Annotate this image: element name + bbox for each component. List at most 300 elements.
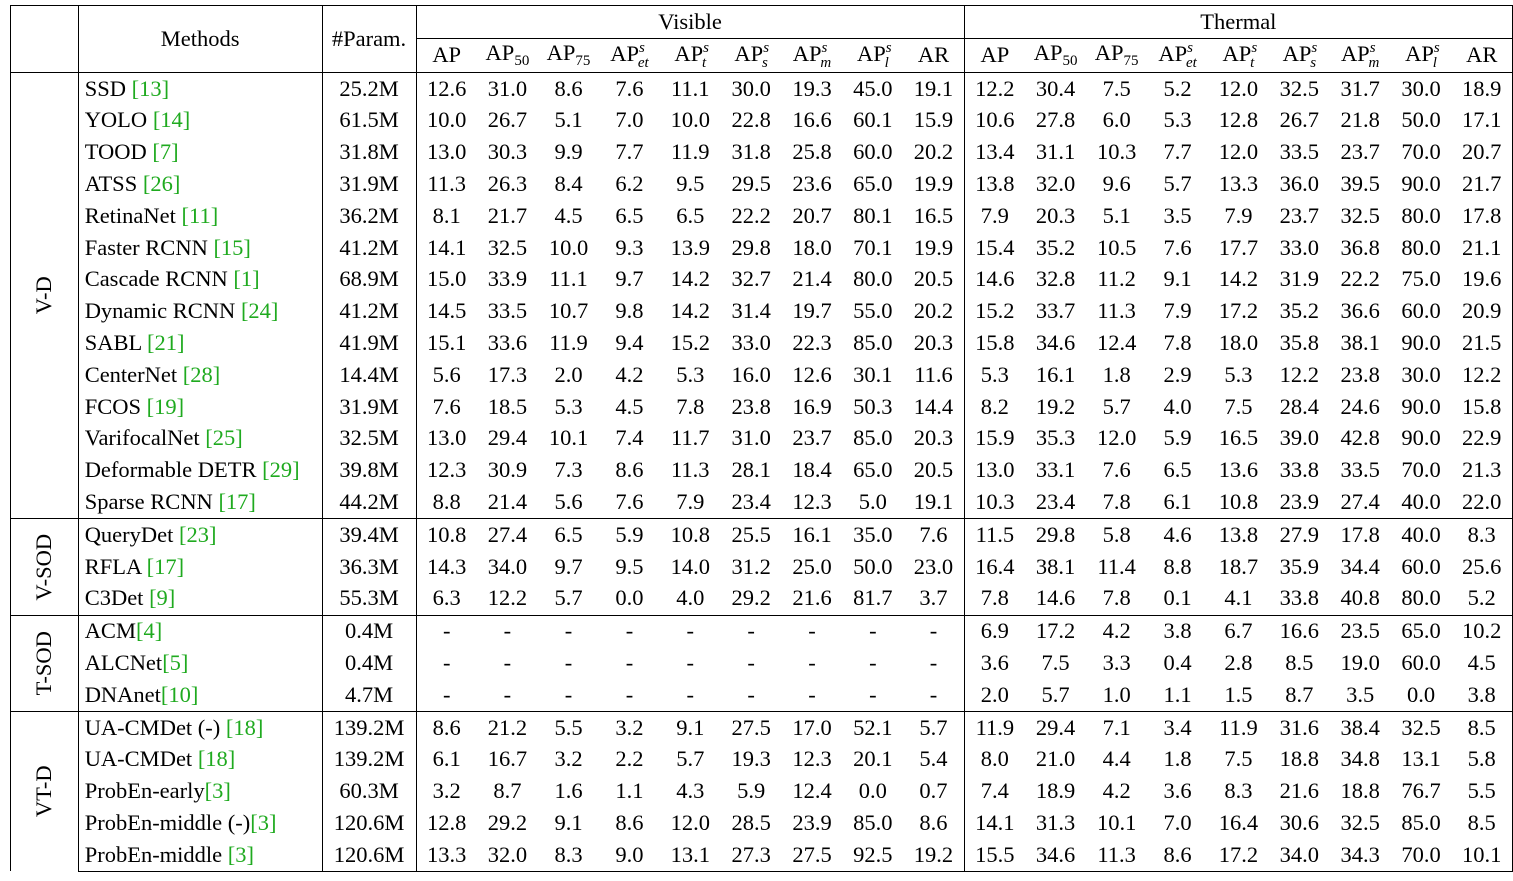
visible-value: - xyxy=(416,679,477,711)
thermal-value: 22.0 xyxy=(1451,486,1512,518)
visible-value: 18.5 xyxy=(487,393,528,419)
visible-value: 13.0 xyxy=(416,423,477,455)
citation-link[interactable]: [3] xyxy=(250,809,277,835)
thermal-value: 22.2 xyxy=(1340,266,1380,292)
thermal-value: 60.0 xyxy=(1401,298,1441,324)
citation-link[interactable]: [13] xyxy=(131,75,170,101)
thermal-value: 90.0 xyxy=(1401,425,1441,451)
method-name xyxy=(78,615,322,647)
visible-value: 14.2 xyxy=(670,266,710,292)
method-name xyxy=(78,73,322,105)
visible-value: 7.6 xyxy=(615,489,644,514)
visible-value: 7.8 xyxy=(676,393,705,419)
metric-sub: m xyxy=(1368,54,1380,71)
metric-sub: t xyxy=(1250,54,1255,71)
visible-value: 3.7 xyxy=(919,585,948,611)
visible-value: 8.8 xyxy=(416,486,477,518)
visible-value: 14.3 xyxy=(416,551,477,583)
method-label: RetinaNet xyxy=(84,202,182,228)
thermal-value: 13.8 xyxy=(964,168,1025,200)
table-row xyxy=(11,711,1513,743)
visible-value: - xyxy=(503,649,512,675)
citation-link[interactable]: [10] xyxy=(160,681,199,707)
visible-value: 23.7 xyxy=(792,425,832,451)
thermal-value: 34.3 xyxy=(1330,839,1391,871)
thermal-value: 23.5 xyxy=(1330,615,1391,647)
thermal-value: 7.8 xyxy=(1163,330,1192,356)
param-count: 14.4M xyxy=(322,359,416,391)
citation-link[interactable]: [29] xyxy=(262,457,300,483)
visible-value: 29.2 xyxy=(731,585,771,611)
thermal-value: 4.5 xyxy=(1451,647,1512,679)
citation-link[interactable]: [11] xyxy=(181,202,219,228)
citation-link[interactable]: [21] xyxy=(147,330,185,356)
visible-value: - xyxy=(686,681,695,707)
thermal-value: 13.3 xyxy=(1218,171,1259,197)
metric-base: AP xyxy=(674,40,704,66)
visible-value: - xyxy=(721,615,782,647)
method-label: Cascade RCNN xyxy=(84,266,234,292)
visible-value: 4.2 xyxy=(615,361,644,387)
method-name xyxy=(78,264,322,296)
thermal-value: 70.0 xyxy=(1401,457,1441,483)
method-name xyxy=(78,807,322,839)
method-name xyxy=(78,359,322,391)
citation-link[interactable]: [23] xyxy=(179,521,217,547)
visible-value: 32.0 xyxy=(477,839,538,871)
visible-value: 8.4 xyxy=(554,171,583,197)
metric-base: AP xyxy=(1158,40,1188,66)
thermal-value: 33.5 xyxy=(1279,139,1319,165)
visible-value: 12.2 xyxy=(487,585,528,611)
thermal-value: 15.8 xyxy=(1451,391,1512,423)
thermal-value: 10.3 xyxy=(1096,139,1137,165)
thermal-value: 3.3 xyxy=(1102,649,1131,675)
visible-value: 10.0 xyxy=(416,105,477,137)
visible-value: 9.0 xyxy=(599,839,660,871)
visible-value: 20.7 xyxy=(792,202,832,228)
visible-value: 9.9 xyxy=(554,139,583,165)
visible-value: 25.5 xyxy=(721,519,782,551)
metric-sup: s xyxy=(1433,39,1440,56)
visible-value: 12.8 xyxy=(416,807,477,839)
thermal-value: 7.8 xyxy=(964,583,1025,615)
thermal-value: 10.6 xyxy=(964,105,1025,137)
thermal-value: 42.8 xyxy=(1340,425,1380,451)
visible-value: 13.0 xyxy=(416,137,477,169)
thermal-value: 11.3 xyxy=(1097,298,1136,324)
visible-value: 23.4 xyxy=(731,489,771,514)
thermal-value: 0.4 xyxy=(1163,649,1192,675)
visible-value: 5.7 xyxy=(676,746,705,772)
thermal-value: 7.5 xyxy=(1224,746,1253,772)
param-count: 36.2M xyxy=(322,200,416,232)
visible-value: - xyxy=(625,681,634,707)
visible-value: 20.5 xyxy=(913,266,954,292)
table-row xyxy=(11,647,1513,679)
visible-value: 12.3 xyxy=(416,455,477,487)
method-label: Faster RCNN xyxy=(84,234,214,260)
thermal-value: 60.0 xyxy=(1401,649,1441,675)
citation-link[interactable]: [17] xyxy=(146,553,185,579)
method-label: SABL xyxy=(84,330,147,356)
thermal-value: 13.0 xyxy=(964,455,1025,487)
citation-link[interactable]: [3] xyxy=(227,841,255,867)
thermal-value: 7.0 xyxy=(1163,809,1192,835)
thermal-value: 3.6 xyxy=(964,647,1025,679)
thermal-value: 0.0 xyxy=(1406,681,1436,707)
thermal-value: 4.2 xyxy=(1102,778,1131,804)
group-label-text: T-SOD xyxy=(31,631,57,696)
method-label: DNAnet xyxy=(84,681,161,707)
thermal-value: 7.4 xyxy=(964,776,1025,808)
thermal-value: 33.8 xyxy=(1279,585,1319,611)
visible-value: 31.4 xyxy=(731,298,771,324)
visible-value: - xyxy=(747,649,755,675)
thermal-value: 12.0 xyxy=(1208,73,1269,105)
param-count: 36.3M xyxy=(322,551,416,583)
citation-link[interactable]: [26] xyxy=(142,171,181,197)
visible-value: 15.2 xyxy=(670,330,710,356)
citation-link[interactable]: [18] xyxy=(225,714,264,740)
thermal-value: 11.9 xyxy=(1208,711,1269,743)
visible-value: 9.1 xyxy=(554,809,583,835)
visible-value: - xyxy=(808,649,816,675)
thermal-value: 1.8 xyxy=(1163,746,1192,772)
thermal-value: 18.9 xyxy=(1035,778,1076,804)
visible-metric-1 xyxy=(477,39,538,73)
citation-link[interactable]: [24] xyxy=(240,298,279,324)
visible-value: 19.9 xyxy=(913,171,954,197)
visible-value: 21.7 xyxy=(487,202,528,228)
group-v-sod xyxy=(11,519,1513,615)
thermal-metric-6 xyxy=(1330,39,1391,73)
visible-value: 16.5 xyxy=(913,202,954,228)
thermal-value: 4.2 xyxy=(1086,615,1147,647)
thermal-value: 5.3 xyxy=(1163,107,1192,133)
visible-value: 8.1 xyxy=(416,200,477,232)
visible-value: 5.7 xyxy=(554,585,583,611)
metric-sub: l xyxy=(884,54,889,71)
thermal-value: 38.4 xyxy=(1330,711,1391,743)
visible-value: 14.5 xyxy=(416,296,477,328)
thermal-value: 17.8 xyxy=(1330,519,1391,551)
thermal-value: 6.5 xyxy=(1163,457,1192,483)
visible-value: 11.1 xyxy=(549,266,588,292)
table-row xyxy=(11,359,1513,391)
visible-value: 29.4 xyxy=(487,425,528,451)
visible-value: 19.3 xyxy=(731,746,771,772)
visible-value: - xyxy=(686,649,695,675)
thermal-value: 32.8 xyxy=(1035,266,1076,292)
visible-value: 20.3 xyxy=(913,425,954,451)
param-count: 44.2M xyxy=(322,486,416,518)
metric-sub: et xyxy=(1186,54,1197,71)
thermal-value: 40.0 xyxy=(1401,489,1441,514)
citation-link[interactable]: [1] xyxy=(233,266,260,292)
method-label: ATSS xyxy=(84,171,143,197)
thermal-value: 23.8 xyxy=(1340,361,1380,387)
metric-base: AP xyxy=(792,40,822,66)
visible-value: 60.1 xyxy=(853,107,893,133)
param-count: 41.2M xyxy=(322,232,416,264)
method-name xyxy=(78,137,322,169)
visible-value: 33.0 xyxy=(731,330,771,356)
metric-sub: s xyxy=(762,54,768,71)
thermal-value: 4.6 xyxy=(1147,519,1208,551)
thermal-value: 85.0 xyxy=(1401,809,1441,835)
visible-value: 12.0 xyxy=(670,809,710,835)
visible-value: 7.6 xyxy=(599,73,660,105)
citation-link[interactable]: [25] xyxy=(205,425,243,451)
visible-value: 23.8 xyxy=(731,393,771,419)
visible-value: 22.2 xyxy=(731,202,771,228)
thermal-value: 3.8 xyxy=(1451,679,1512,711)
thermal-value: 28.4 xyxy=(1279,393,1319,419)
metric-base: AR xyxy=(1466,42,1498,68)
thermal-value: 10.1 xyxy=(1096,809,1137,835)
metric-sub: s xyxy=(1310,54,1317,71)
metric-sub: l xyxy=(1432,54,1437,71)
citation-link[interactable]: [9] xyxy=(149,585,176,611)
thermal-value: 29.4 xyxy=(1025,711,1086,743)
thermal-value: 70.0 xyxy=(1391,839,1452,871)
visible-value: 70.1 xyxy=(853,234,893,260)
citation-link[interactable]: [17] xyxy=(218,489,256,514)
thermal-value: 13.1 xyxy=(1401,746,1441,772)
visible-value: 85.0 xyxy=(853,425,893,451)
metric-sup: s xyxy=(703,39,709,56)
thermal-value: 33.5 xyxy=(1340,457,1380,483)
results-table-container xyxy=(10,5,1513,872)
method-name xyxy=(78,776,322,808)
citation-link[interactable]: [3] xyxy=(204,778,231,804)
metric-sub: 50 xyxy=(1062,53,1078,69)
visible-value: - xyxy=(416,647,477,679)
thermal-value: 2.9 xyxy=(1163,361,1192,387)
method-label: RFLA xyxy=(84,553,147,579)
thermal-value: 3.4 xyxy=(1147,711,1208,743)
thermal-value: 11.3 xyxy=(1086,839,1147,871)
metric-base: AP xyxy=(1282,40,1312,66)
metric-sup: s xyxy=(821,39,828,56)
thermal-value: 17.2 xyxy=(1218,298,1259,324)
thermal-metric-3 xyxy=(1147,39,1208,73)
citation-link[interactable]: [5] xyxy=(162,649,189,675)
method-label: ProbEn-middle (-) xyxy=(84,809,251,835)
thermal-value: 90.0 xyxy=(1401,171,1441,197)
citation-link[interactable]: [4] xyxy=(135,618,163,644)
visible-value: 19.7 xyxy=(792,298,832,324)
thermal-value: 7.6 xyxy=(1102,457,1131,483)
group-header-empty xyxy=(11,6,79,73)
visible-value: 29.8 xyxy=(731,234,771,260)
param-count: 0.4M xyxy=(322,615,416,647)
visible-value: 2.0 xyxy=(554,361,583,387)
visible-value: 5.9 xyxy=(737,778,766,804)
metric-base: AP xyxy=(980,42,1010,68)
group-label xyxy=(11,519,79,615)
visible-value: 1.1 xyxy=(615,778,644,804)
param-count: 139.2M xyxy=(322,744,416,776)
thermal-value: 15.2 xyxy=(964,296,1025,328)
group-label-text: V-SOD xyxy=(31,533,57,601)
param-count: 55.3M xyxy=(322,583,416,615)
thermal-value: 80.0 xyxy=(1401,585,1441,611)
thermal-value: 26.7 xyxy=(1279,107,1319,133)
visible-metric-3 xyxy=(599,39,660,73)
visible-value: - xyxy=(929,681,938,707)
thermal-value: 11.2 xyxy=(1097,266,1136,292)
thermal-value: 90.0 xyxy=(1401,393,1441,419)
thermal-metric-4 xyxy=(1208,39,1269,73)
visible-value: - xyxy=(503,681,512,707)
citation-link[interactable]: [14] xyxy=(152,107,191,133)
thermal-value: 35.2 xyxy=(1035,234,1076,260)
visible-value: 80.1 xyxy=(853,202,893,228)
thermal-value: 12.2 xyxy=(964,73,1025,105)
method-label: VarifocalNet xyxy=(84,425,206,451)
thermal-value: 5.7 xyxy=(1102,393,1131,419)
thermal-value: 21.6 xyxy=(1279,778,1319,804)
method-name xyxy=(78,455,322,487)
citation-link[interactable]: [15] xyxy=(213,234,251,260)
group-label-text: VT-D xyxy=(31,765,57,818)
visible-value: 14.4 xyxy=(913,393,954,419)
table-row xyxy=(11,455,1513,487)
thermal-value: 14.1 xyxy=(964,807,1025,839)
param-count: 120.6M xyxy=(322,839,416,871)
table-row xyxy=(11,776,1513,808)
param-count: 31.8M xyxy=(322,137,416,169)
thermal-value: 3.5 xyxy=(1346,681,1375,707)
thermal-value: 23.7 xyxy=(1340,139,1380,165)
citation-link[interactable]: [18] xyxy=(197,746,236,772)
thermal-value: 21.8 xyxy=(1340,107,1380,133)
thermal-value: 23.7 xyxy=(1279,202,1319,228)
visible-value: 65.0 xyxy=(853,457,893,483)
visible-value: 31.8 xyxy=(731,139,771,165)
visible-value: 31.0 xyxy=(477,73,538,105)
visible-value: 7.0 xyxy=(615,107,644,133)
metric-sub: et xyxy=(637,54,649,71)
thermal-value: 29.8 xyxy=(1025,519,1086,551)
visible-value: 25.0 xyxy=(792,553,832,579)
visible-value: - xyxy=(869,649,877,675)
visible-value: 32.7 xyxy=(731,266,771,292)
method-label: ProbEn-early xyxy=(84,778,205,804)
visible-value: 3.2 xyxy=(599,711,660,743)
thermal-value: 21.0 xyxy=(1035,746,1076,772)
thermal-value: 11.9 xyxy=(964,711,1025,743)
citation-link[interactable]: [19] xyxy=(146,393,185,419)
group-vt-d xyxy=(11,711,1513,871)
visible-metric-7 xyxy=(842,39,903,73)
thermal-value: 5.8 xyxy=(1086,519,1147,551)
thermal-value: 13.6 xyxy=(1218,457,1259,483)
visible-value: 11.3 xyxy=(416,168,477,200)
thermal-value: 3.5 xyxy=(1163,202,1192,228)
thermal-value: 5.9 xyxy=(1163,425,1192,451)
visible-value: 6.2 xyxy=(615,171,644,197)
thermal-value: 33.1 xyxy=(1035,457,1076,483)
visible-value: 15.1 xyxy=(416,327,477,359)
visible-value: 5.6 xyxy=(416,359,477,391)
visible-value: 21.2 xyxy=(477,711,538,743)
thermal-value: 16.4 xyxy=(1218,809,1259,835)
thermal-value: 2.0 xyxy=(964,679,1025,711)
thermal-value: 5.5 xyxy=(1451,776,1512,808)
thermal-value: 12.0 xyxy=(1096,425,1137,451)
visible-value: 23.9 xyxy=(792,809,832,835)
visible-value: 26.7 xyxy=(487,107,528,133)
param-count: 41.2M xyxy=(322,296,416,328)
thermal-value: 23.9 xyxy=(1279,489,1319,514)
visible-value: 6.5 xyxy=(538,519,599,551)
visible-value: 5.3 xyxy=(554,393,583,419)
visible-value: 85.0 xyxy=(853,330,893,356)
visible-value: 60.0 xyxy=(853,139,893,165)
thermal-metric-0 xyxy=(964,39,1025,73)
metric-base: AP xyxy=(610,40,639,66)
visible-value: 21.4 xyxy=(792,266,832,292)
visible-value: 23.6 xyxy=(792,171,832,197)
thermal-value: 5.2 xyxy=(1451,583,1512,615)
visible-value: 11.1 xyxy=(660,73,721,105)
visible-value: 13.9 xyxy=(670,234,710,260)
visible-value: 10.0 xyxy=(670,107,710,133)
table-row xyxy=(11,583,1513,615)
methods-header: Methods xyxy=(78,6,322,73)
thermal-value: 18.9 xyxy=(1451,73,1512,105)
metric-sup: s xyxy=(1311,39,1318,56)
metric-base: AP xyxy=(1405,40,1434,66)
visible-value: 7.3 xyxy=(554,457,583,483)
visible-value: 35.0 xyxy=(842,519,903,551)
method-name xyxy=(78,168,322,200)
thermal-value: 32.0 xyxy=(1035,171,1076,197)
visible-value: 32.5 xyxy=(487,234,528,260)
thermal-value: 30.0 xyxy=(1401,361,1441,387)
citation-link[interactable]: [28] xyxy=(182,361,221,387)
visible-value: 10.7 xyxy=(548,298,589,324)
thermal-value: 16.4 xyxy=(964,551,1025,583)
group-t-sod xyxy=(11,615,1513,711)
visible-value: 13.1 xyxy=(660,839,721,871)
thermal-value: 30.6 xyxy=(1279,809,1319,835)
metric-sup: s xyxy=(763,39,770,56)
visible-value: 11.7 xyxy=(671,425,710,451)
visible-value: 26.3 xyxy=(487,171,528,197)
visible-value: 52.1 xyxy=(842,711,903,743)
visible-value: - xyxy=(808,681,816,707)
table-row xyxy=(11,679,1513,711)
thermal-value: 15.4 xyxy=(964,232,1025,264)
thermal-value: 31.7 xyxy=(1330,73,1391,105)
visible-value: - xyxy=(538,615,599,647)
thermal-value: 12.4 xyxy=(1096,330,1137,356)
visible-value: 8.6 xyxy=(416,711,477,743)
visible-value: 6.5 xyxy=(615,202,644,228)
thermal-value: 8.2 xyxy=(964,391,1025,423)
thermal-value: 14.6 xyxy=(964,264,1025,296)
thermal-value: 5.8 xyxy=(1451,744,1512,776)
citation-link[interactable]: [7] xyxy=(152,139,179,165)
visible-value: 55.0 xyxy=(853,298,893,324)
thermal-value: 21.1 xyxy=(1451,232,1512,264)
visible-value: 14.1 xyxy=(416,232,477,264)
method-name xyxy=(78,296,322,328)
